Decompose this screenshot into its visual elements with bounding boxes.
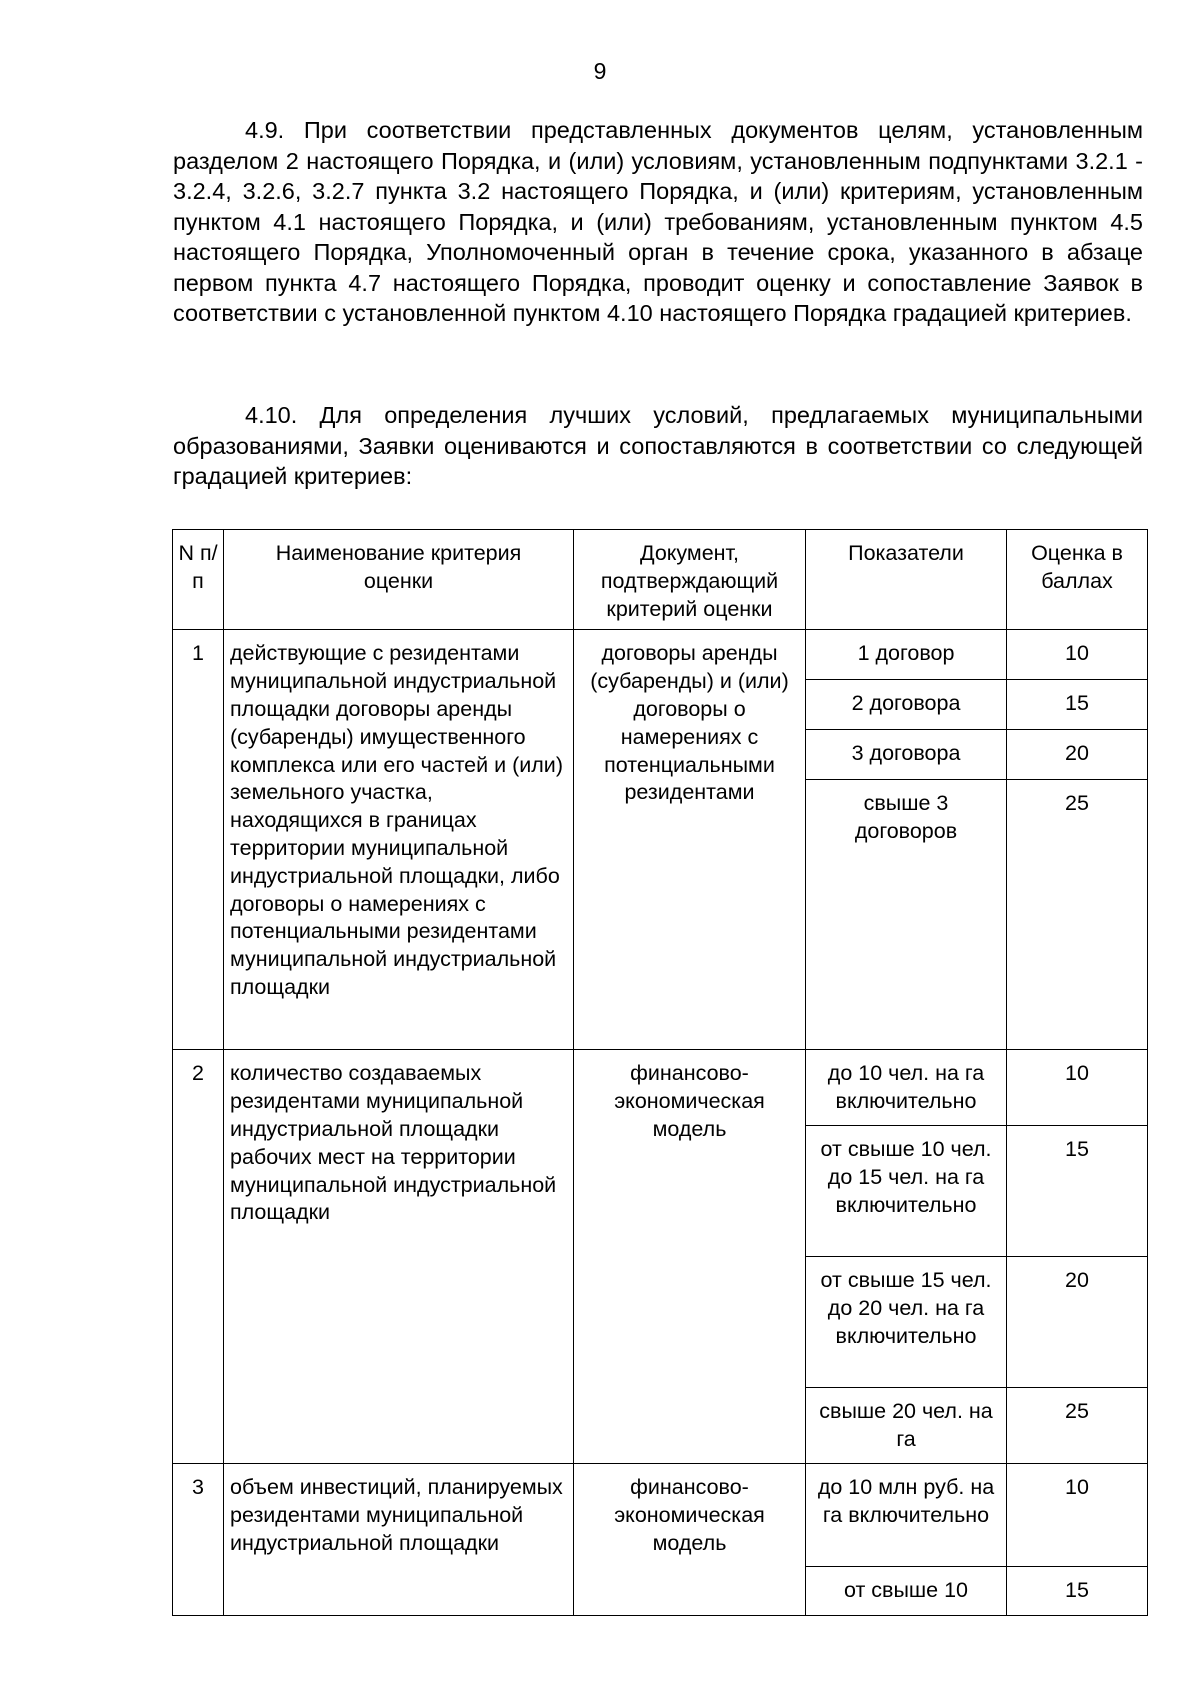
- score: 15: [1007, 1567, 1148, 1616]
- criterion-document: договоры аренды (субаренды) и (или) договоры о намерениях с потенциальными резидентами: [574, 630, 806, 1050]
- table-row: [173, 1050, 1148, 1126]
- score: 15: [1007, 1126, 1148, 1257]
- score: 25: [1007, 1388, 1148, 1464]
- indicator: до 10 млн руб. на га включительно: [806, 1464, 1007, 1567]
- indicator: 2 договора: [806, 680, 1007, 730]
- indicator: свыше 3 договоров: [806, 780, 1007, 1050]
- header-doc: Документ, подтверждающий критерий оценки: [574, 530, 806, 630]
- criterion-name: количество создаваемых резидентами муниципальной индустриальной площадки рабочих мест на территории муниципальной индустриальной площадки: [224, 1050, 574, 1464]
- indicator: от свыше 15 чел. до 20 чел. на га включительно: [806, 1257, 1007, 1388]
- paragraph-text: 4.10. Для определения лучших условий, предлагаемых муниципальными образованиями, Заявки оцениваются и сопоставляются в соответствии со следующей градацией критериев:: [173, 402, 1143, 489]
- criterion-document: финансово-экономическая модель: [574, 1464, 806, 1616]
- indicator: до 10 чел. на га включительно: [806, 1050, 1007, 1126]
- paragraph-4-10: [173, 400, 1143, 492]
- indicator: от свыше 10: [806, 1567, 1007, 1616]
- header-indicators: Показатели: [806, 530, 1007, 630]
- header-num: N п/п: [173, 530, 224, 630]
- score: 10: [1007, 1464, 1148, 1567]
- criterion-name: действующие с резидентами муниципальной индустриальной площадки договоры аренды (субаренды) имущественного комплекса или его частей и (или) земельного участка, находящихся в границах территории муниципальной индустриальной площадки, либо договоры о намерениях с потенциальными резидентами муниципальной индустриальной площадки: [224, 630, 574, 1050]
- score: 25: [1007, 780, 1148, 1050]
- score: 20: [1007, 730, 1148, 780]
- indicator: от свыше 10 чел. до 15 чел. на га включительно: [806, 1126, 1007, 1257]
- table-header-row: [173, 530, 1148, 630]
- header-score: Оценка в баллах: [1007, 530, 1148, 630]
- criterion-name: объем инвестиций, планируемых резидентами муниципальной индустриальной площадки: [224, 1464, 574, 1616]
- table-row: [173, 630, 1148, 680]
- indicator: 3 договора: [806, 730, 1007, 780]
- row-num: 1: [173, 630, 224, 1050]
- row-num: 3: [173, 1464, 224, 1616]
- score: 10: [1007, 630, 1148, 680]
- page-number: 9: [593, 58, 607, 84]
- header-name: Наименование критерия оценки: [224, 530, 574, 630]
- criterion-document: финансово-экономическая модель: [574, 1050, 806, 1464]
- table-row: [173, 1464, 1148, 1567]
- criteria-table: [172, 529, 1148, 1616]
- score: 10: [1007, 1050, 1148, 1126]
- indicator: свыше 20 чел. на га: [806, 1388, 1007, 1464]
- paragraph-text: 4.9. При соответствии представленных документов целям, установленным разделом 2 настоящего Порядка, и (или) условиям, установленным подпунктами 3.2.1 - 3.2.4, 3.2.6, 3.2.7 пункта 3.2 настоящего Порядка, и (или) критериям, установленным пунктом 4.1 настоящего Порядка, и (или) требованиям, установленным пунктом 4.5 настоящего Порядка, Уполномоченный орган в течение срока, указанного в абзаце первом пункта 4.7 настоящего Порядка, проводит оценку и сопоставление Заявок в соответствии с установленной пунктом 4.10 настоящего Порядка градацией критериев.: [173, 117, 1143, 326]
- paragraph-4-9: [173, 115, 1143, 329]
- row-num: 2: [173, 1050, 224, 1464]
- score: 20: [1007, 1257, 1148, 1388]
- indicator: 1 договор: [806, 630, 1007, 680]
- score: 15: [1007, 680, 1148, 730]
